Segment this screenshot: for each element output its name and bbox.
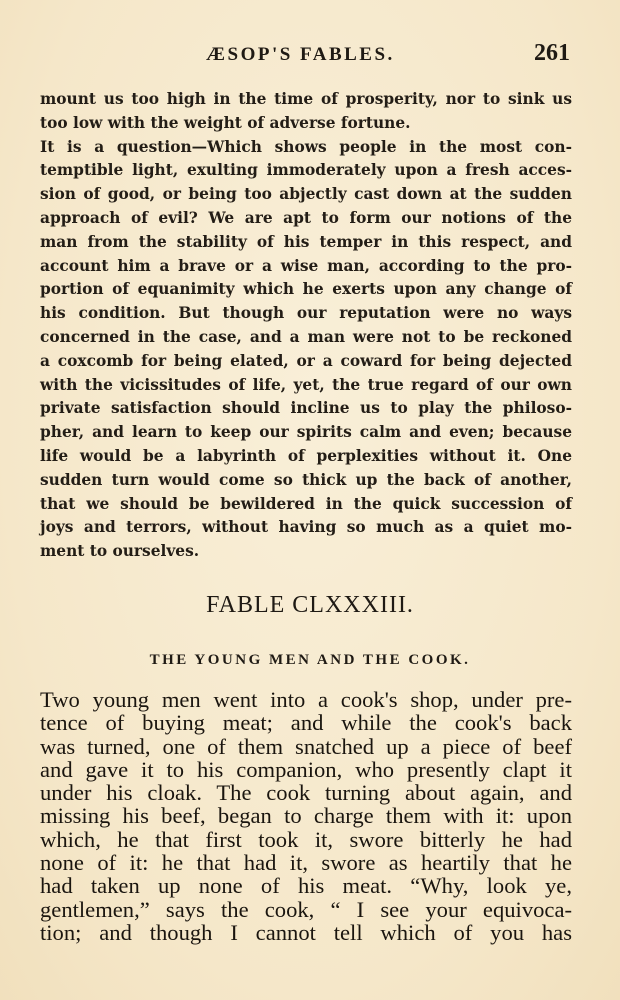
text-line: missing his beef, began to charge them with it: upon: [40, 803, 572, 829]
text-line: none of it: he that had it, swore as heartily that he: [40, 850, 572, 876]
text-line: a coxcomb for being elated, or a coward for being dejected: [40, 351, 572, 370]
text-line: and gave it to his companion, who presently clapt it: [40, 756, 572, 782]
text-line: had taken up none of his meat. “Why, look ye,: [40, 873, 572, 899]
text-line: tence of buying meat; and while the cook's back: [40, 710, 572, 736]
text-line: joys and terrors, without having so much as a quiet mo-: [40, 518, 572, 537]
fable-title: THE YOUNG MEN AND THE COOK.: [149, 652, 471, 668]
text-line: account him a brave or a wise man, according to the pro-: [40, 256, 572, 275]
text-line: Two young men went into a cook's shop, under pre-: [40, 687, 572, 712]
commentary-text: [40, 88, 572, 564]
text-line: too low with the weight of adverse fortune.: [40, 113, 411, 132]
page-number: 261: [534, 40, 570, 66]
text-line: temptible light, exulting immoderately upon a fresh acces-: [40, 161, 572, 180]
running-title: ÆSOP'S FABLES.: [206, 44, 395, 65]
text-line: was turned, one of them snatched up a piece of beef: [40, 733, 572, 759]
text-line: private satisfaction should incline us to play the philoso-: [40, 399, 572, 418]
text-line: It is a question—Which shows people in the most con-: [40, 137, 572, 156]
text-line: ment to ourselves.: [40, 542, 200, 561]
text-line: which, he that first took it, swore bitterly he had: [40, 826, 572, 852]
text-line: his condition. But though our reputation were no ways: [40, 304, 572, 323]
text-line: man from the stability of his temper in this respect, and: [40, 232, 572, 251]
text-line: sudden turn would come so thick up the back of another,: [40, 470, 572, 489]
text-line: mount us too high in the time of prosperity, nor to sink us: [40, 90, 572, 108]
text-line: with the vicissitudes of life, yet, the true regard of our own: [40, 375, 572, 394]
running-header: [38, 40, 570, 74]
text-line: portion of equanimity which he exerts upon any change of: [40, 280, 572, 299]
text-line: approach of evil? We are apt to form our notions of the: [40, 208, 572, 227]
text-line: gentlemen,” says the cook, “ I see your equivoca-: [40, 896, 572, 922]
text-line: pher, and learn to keep our spirits calm and even; because: [40, 423, 572, 442]
text-line: sion of good, or being too abjectly cast down at the sudden: [40, 185, 572, 204]
text-line: concerned in the case, and a man were not to be reckoned: [40, 327, 572, 346]
text-line: life would be a labyrinth of perplexities without it. One: [40, 446, 572, 465]
text-line: under his cloak. The cook turning about again, and: [40, 780, 572, 806]
fable-heading: FABLE CLXXXIII.: [206, 592, 414, 618]
text-line: tion; and though I cannot tell which of you has: [40, 919, 572, 945]
text-line: that we should be bewildered in the quick succession of: [40, 494, 572, 513]
fable-text: [40, 688, 572, 944]
